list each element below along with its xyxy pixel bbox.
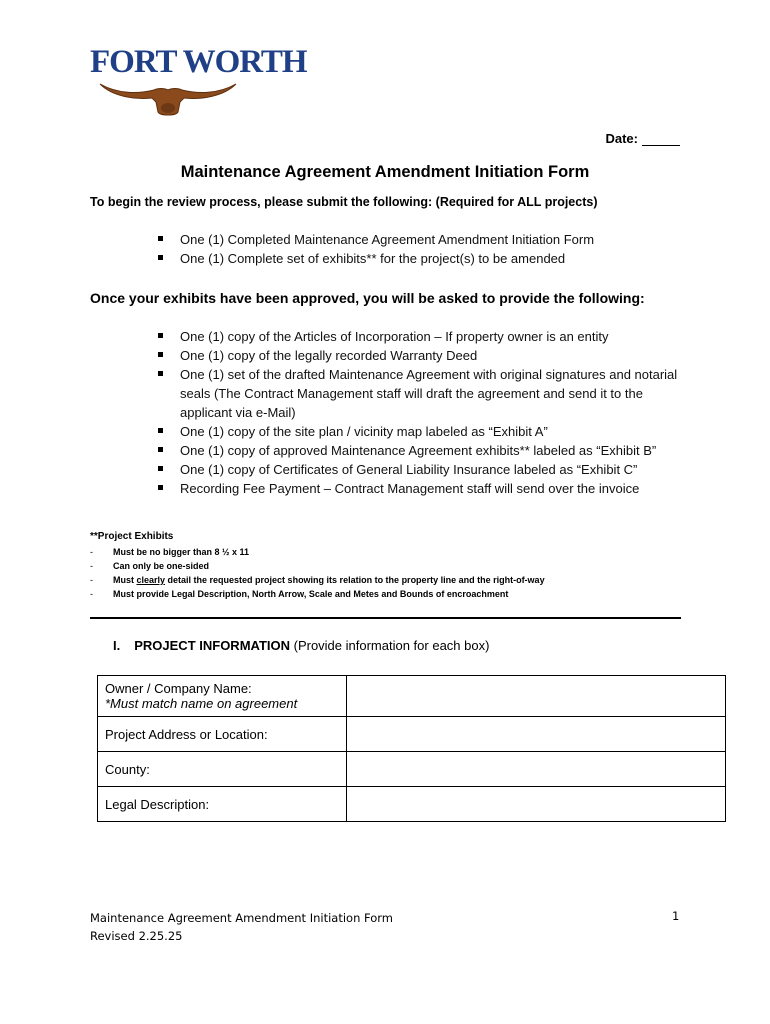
date-field <box>605 131 680 146</box>
section-note: (Provide information for each box) <box>290 638 490 653</box>
bullet-icon <box>158 236 163 241</box>
bullet-icon <box>158 466 163 471</box>
footer-doc-title: Maintenance Agreement Amendment Initiation Form <box>90 911 393 925</box>
bullet-icon <box>158 371 163 376</box>
list-item: - Must be no bigger than 8 ½ x 11 <box>90 547 250 557</box>
intro-text: To begin the review process, please submit the following: (Required for ALL projects) <box>90 195 598 209</box>
section-title: PROJECT INFORMATION <box>134 638 290 653</box>
legal-description-field[interactable] <box>347 787 726 822</box>
table-row <box>98 752 726 787</box>
date-label: Date: <box>605 131 638 146</box>
dash-icon: - <box>90 561 93 571</box>
list-item: - Must provide Legal Description, North Arrow, Scale and Metes and Bounds of encroachment <box>90 589 509 599</box>
owner-note: *Must match name on agreement <box>105 696 298 711</box>
bullet-icon <box>158 352 163 357</box>
list-item: One (1) copy of Certificates of General Liability Insurance labeled as “Exhibit C” <box>158 460 678 479</box>
list-item: Recording Fee Payment – Contract Management staff will send over the invoice <box>158 479 678 498</box>
owner-name-field[interactable] <box>347 676 726 717</box>
project-info-table <box>97 675 726 822</box>
list-item: One (1) copy of the Articles of Incorporation – If property owner is an entity <box>158 327 678 346</box>
logo-text: FORT WORTH <box>90 44 307 80</box>
address-field[interactable] <box>347 717 726 752</box>
dash-icon: - <box>90 575 93 585</box>
required-items-list <box>158 230 678 268</box>
owner-label-cell: Owner / Company Name: *Must match name on agreement <box>98 676 347 717</box>
table-row <box>98 787 726 822</box>
footer-revised: Revised 2.25.25 <box>90 929 183 943</box>
after-approval-heading: Once your exhibits have been approved, you will be asked to provide the following: <box>90 290 645 306</box>
list-item: One (1) Complete set of exhibits** for the project(s) to be amended <box>158 249 678 268</box>
fort-worth-logo <box>90 44 307 116</box>
emphasis-text: clearly <box>136 575 166 585</box>
section-number: I. <box>113 638 121 653</box>
table-row <box>98 676 726 717</box>
section-divider <box>90 617 681 619</box>
bullet-icon <box>158 333 163 338</box>
county-label-cell: County: <box>98 752 347 787</box>
bullet-icon <box>158 447 163 452</box>
legal-description-label-cell: Legal Description: <box>98 787 347 822</box>
date-blank-line[interactable] <box>642 133 680 146</box>
list-item: One (1) copy of approved Maintenance Agreement exhibits** labeled as “Exhibit B” <box>158 441 678 460</box>
list-item: One (1) set of the drafted Maintenance Agreement with original signatures and notarial seals (The Contract Management staff will draft the agreement and send it to the applicant via e-Mail) <box>158 365 678 422</box>
dash-icon: - <box>90 589 93 599</box>
bullet-icon <box>158 428 163 433</box>
longhorn-icon <box>98 78 238 118</box>
list-item: - Must clearly detail the requested project showing its relation to the property line and the right-of-way <box>90 575 545 585</box>
exhibits-list <box>90 545 650 601</box>
bullet-icon <box>158 485 163 490</box>
page-footer <box>90 909 393 945</box>
after-approval-list <box>158 327 678 498</box>
table-row <box>98 717 726 752</box>
county-field[interactable] <box>347 752 726 787</box>
exhibits-heading: **Project Exhibits <box>90 531 174 542</box>
list-item: - Can only be one-sided <box>90 561 210 571</box>
list-item: One (1) Completed Maintenance Agreement Amendment Initiation Form <box>158 230 678 249</box>
list-item: One (1) copy of the legally recorded Warranty Deed <box>158 346 678 365</box>
section-project-information <box>113 638 489 653</box>
bullet-icon <box>158 255 163 260</box>
dash-icon: - <box>90 547 93 557</box>
page-number: 1 <box>672 909 680 923</box>
list-item: One (1) copy of the site plan / vicinity map labeled as “Exhibit A” <box>158 422 678 441</box>
address-label-cell: Project Address or Location: <box>98 717 347 752</box>
page-title: Maintenance Agreement Amendment Initiation Form <box>180 163 590 181</box>
